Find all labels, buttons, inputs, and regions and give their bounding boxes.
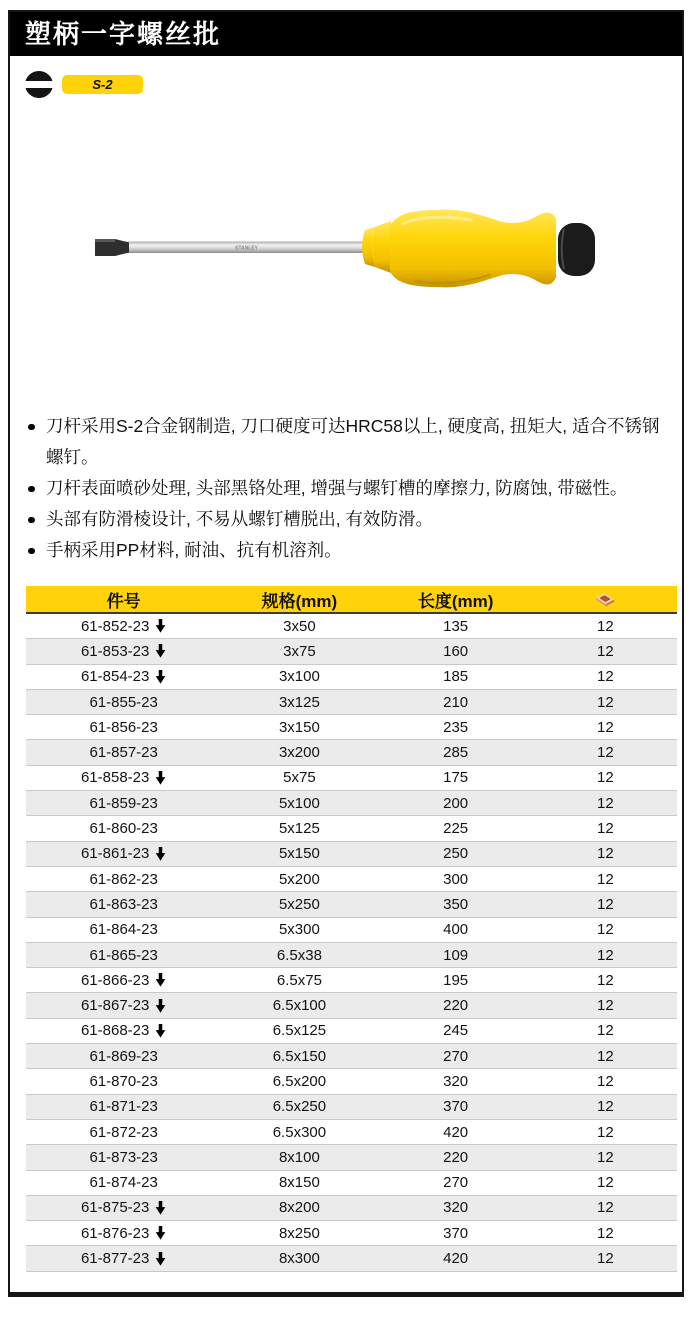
pack-qty-cell	[534, 694, 677, 711]
length-cell	[378, 947, 534, 964]
part-number-cell-text: 61-870-23	[89, 1072, 158, 1090]
spec-cell	[221, 795, 377, 812]
spec-cell-text: 6.5x250	[272, 1098, 327, 1116]
length-cell-text: 350	[443, 895, 469, 913]
down-arrow-icon	[155, 1226, 166, 1240]
pack-qty-cell-text: 12	[597, 1224, 614, 1242]
part-number-cell-text: 61-874-23	[89, 1174, 158, 1192]
length-cell	[378, 1250, 534, 1267]
spec-cell	[221, 871, 377, 888]
pack-qty-cell-text: 12	[597, 1047, 614, 1065]
down-arrow-icon	[155, 1252, 166, 1266]
pack-qty-cell	[534, 845, 677, 862]
spec-cell	[221, 1022, 377, 1039]
pack-qty-cell	[534, 997, 677, 1014]
feature-item: 头部有防滑棱设计, 不易从螺钉槽脱出, 有效防滑。	[25, 504, 675, 535]
length-cell	[378, 1022, 534, 1039]
part-number-cell	[26, 618, 221, 635]
spec-cell-text: 6.5x150	[272, 1047, 327, 1065]
pack-qty-cell-text: 12	[597, 769, 614, 787]
part-number-cell-text: 61-873-23	[89, 1148, 158, 1166]
pack-qty-cell	[534, 769, 677, 786]
pack-qty-cell-text: 12	[597, 1022, 614, 1040]
spec-cell	[221, 997, 377, 1014]
spec-cell	[221, 972, 377, 989]
length-cell	[378, 668, 534, 685]
table-row	[26, 1246, 677, 1271]
table-row	[26, 766, 677, 791]
length-cell-text: 300	[443, 870, 469, 888]
spec-cell	[221, 1124, 377, 1141]
part-number-cell	[26, 896, 221, 913]
pack-qty-cell	[534, 972, 677, 989]
length-cell	[378, 719, 534, 736]
part-number-cell-text: 61-862-23	[89, 870, 158, 888]
length-cell	[378, 744, 534, 761]
length-cell-text: 185	[443, 668, 469, 686]
part-number-cell	[26, 744, 221, 761]
length-cell	[378, 896, 534, 913]
length-cell-text: 245	[443, 1022, 469, 1040]
spec-table	[26, 586, 677, 1272]
spec-cell-text: 5x250	[278, 895, 320, 913]
page-title-bar	[10, 12, 682, 56]
catalog-page-frame	[8, 10, 684, 1297]
pack-qty-cell-text: 12	[597, 1148, 614, 1166]
spec-cell-text: 5x300	[278, 921, 320, 939]
part-number-cell	[26, 1174, 221, 1191]
length-cell-text: 135	[443, 617, 469, 635]
spec-cell-text: 5x75	[283, 769, 316, 787]
length-cell-text: 220	[443, 997, 469, 1015]
pack-qty-cell-text: 12	[597, 946, 614, 964]
length-cell-text: 210	[443, 693, 469, 711]
feature-item: 手柄采用PP材料, 耐油、抗有机溶剂。	[25, 535, 675, 566]
length-cell-text: 320	[443, 1199, 469, 1217]
length-cell	[378, 694, 534, 711]
length-cell-text: 270	[443, 1047, 469, 1065]
length-cell	[378, 618, 534, 635]
spec-cell-text: 3x125	[278, 693, 320, 711]
part-number-cell	[26, 1073, 221, 1090]
spec-cell-text: 8x200	[278, 1199, 320, 1217]
screwdriver-product-image	[85, 197, 605, 302]
table-row	[26, 1044, 677, 1069]
length-cell	[378, 1048, 534, 1065]
length-cell	[378, 871, 534, 888]
part-number-cell	[26, 1225, 221, 1242]
spec-cell-text: 5x150	[278, 845, 320, 863]
length-cell	[378, 1174, 534, 1191]
pack-qty-cell	[534, 896, 677, 913]
spec-cell	[221, 1225, 377, 1242]
table-row	[26, 867, 677, 892]
part-number-cell-text: 61-869-23	[89, 1047, 158, 1065]
length-cell-text: 235	[443, 718, 469, 736]
pack-qty-cell	[534, 643, 677, 660]
length-cell	[378, 820, 534, 837]
part-number-cell-text: 61-866-23	[80, 971, 150, 989]
length-cell-text: 420	[443, 1250, 469, 1268]
spec-cell-text: 5x100	[278, 794, 320, 812]
down-arrow-icon	[155, 847, 166, 861]
pack-qty-cell-text: 12	[597, 971, 614, 989]
length-cell-text: 320	[443, 1072, 469, 1090]
down-arrow-icon	[155, 1024, 166, 1038]
pack-qty-cell	[534, 1250, 677, 1267]
part-number-cell-text: 61-856-23	[89, 718, 158, 736]
pack-qty-cell	[534, 1199, 677, 1216]
spec-cell	[221, 1098, 377, 1115]
part-number-cell	[26, 972, 221, 989]
length-cell-text: 370	[443, 1098, 469, 1116]
length-cell-text: 270	[443, 1174, 469, 1192]
pack-qty-cell-text: 12	[597, 997, 614, 1015]
part-number-cell	[26, 1149, 221, 1166]
part-number-cell	[26, 694, 221, 711]
table-row	[26, 1171, 677, 1196]
part-number-cell-text: 61-861-23	[80, 845, 150, 863]
part-number-cell	[26, 921, 221, 938]
spec-cell	[221, 896, 377, 913]
pack-qty-cell-text: 12	[597, 744, 614, 762]
down-arrow-icon	[155, 670, 166, 684]
part-number-cell	[26, 1199, 221, 1216]
spec-cell-text: 3x50	[283, 617, 316, 635]
pack-qty-cell-text: 12	[597, 1199, 614, 1217]
part-number-cell-text: 61-877-23	[80, 1250, 150, 1268]
length-cell-text: 250	[443, 845, 469, 863]
pack-qty-cell	[534, 820, 677, 837]
part-number-cell	[26, 769, 221, 786]
length-cell-text: 200	[443, 794, 469, 812]
table-row	[26, 665, 677, 690]
spec-cell	[221, 845, 377, 862]
pack-qty-cell	[534, 719, 677, 736]
spec-cell-text: 3x150	[278, 718, 320, 736]
spec-cell	[221, 820, 377, 837]
spec-cell-text: 8x100	[278, 1148, 320, 1166]
spec-cell	[221, 1174, 377, 1191]
table-row	[26, 614, 677, 639]
table-row	[26, 791, 677, 816]
col-header-length: 长度(mm)	[417, 591, 494, 611]
feature-item: 刀杆表面喷砂处理, 头部黑铬处理, 增强与螺钉槽的摩擦力, 防腐蚀, 带磁性。	[25, 473, 675, 504]
spec-cell	[221, 1048, 377, 1065]
pack-qty-cell	[534, 1225, 677, 1242]
table-row	[26, 993, 677, 1018]
pack-qty-cell-text: 12	[597, 617, 614, 635]
spec-cell-text: 6.5x300	[272, 1123, 327, 1141]
part-number-cell-text: 61-876-23	[80, 1224, 150, 1242]
box-icon	[594, 591, 616, 607]
part-number-cell	[26, 795, 221, 812]
length-cell-text: 220	[443, 1148, 469, 1166]
spec-cell	[221, 643, 377, 660]
part-number-cell-text: 61-875-23	[80, 1199, 150, 1217]
part-number-cell-text: 61-872-23	[89, 1123, 158, 1141]
part-number-cell-text: 61-865-23	[89, 946, 158, 964]
spec-cell	[221, 1073, 377, 1090]
pack-qty-cell	[534, 1149, 677, 1166]
feature-item: 刀杆采用S-2合金钢制造, 刀口硬度可达HRC58以上, 硬度高, 扭矩大, 适合不锈钢螺钉。	[25, 411, 675, 473]
table-row	[26, 690, 677, 715]
length-cell-text: 420	[443, 1123, 469, 1141]
pack-qty-cell	[534, 618, 677, 635]
pack-qty-cell-text: 12	[597, 1174, 614, 1192]
length-cell	[378, 1149, 534, 1166]
length-cell-text: 160	[443, 642, 469, 660]
slotted-bit-icon	[25, 71, 53, 98]
part-number-cell	[26, 1098, 221, 1115]
table-row	[26, 740, 677, 765]
length-cell	[378, 1098, 534, 1115]
length-cell	[378, 1073, 534, 1090]
spec-cell	[221, 668, 377, 685]
pack-qty-cell-text: 12	[597, 820, 614, 838]
length-cell-text: 109	[443, 946, 469, 964]
part-number-cell-text: 61-859-23	[89, 794, 158, 812]
pack-qty-cell	[534, 871, 677, 888]
part-number-cell	[26, 1048, 221, 1065]
part-number-cell-text: 61-871-23	[89, 1098, 158, 1116]
pack-qty-cell	[534, 795, 677, 812]
spec-cell	[221, 694, 377, 711]
part-number-cell-text: 61-852-23	[80, 617, 150, 635]
pack-qty-cell-text: 12	[597, 794, 614, 812]
spec-table-header	[26, 586, 677, 614]
spec-cell-text: 5x200	[278, 870, 320, 888]
part-number-cell-text: 61-863-23	[89, 895, 158, 913]
part-number-cell	[26, 871, 221, 888]
pack-qty-cell	[534, 1022, 677, 1039]
part-number-cell	[26, 820, 221, 837]
spec-cell-text: 8x300	[278, 1250, 320, 1268]
pack-qty-cell	[534, 1073, 677, 1090]
pack-qty-cell-text: 12	[597, 718, 614, 736]
part-number-cell-text: 61-857-23	[89, 744, 158, 762]
part-number-cell	[26, 845, 221, 862]
pack-qty-cell-text: 12	[597, 1123, 614, 1141]
length-cell	[378, 1124, 534, 1141]
pack-qty-cell-text: 12	[597, 895, 614, 913]
length-cell-text: 195	[443, 971, 469, 989]
part-number-cell	[26, 947, 221, 964]
part-number-cell	[26, 1124, 221, 1141]
part-number-cell-text: 61-853-23	[80, 642, 150, 660]
spec-cell	[221, 947, 377, 964]
page-title: 塑柄一字螺丝批	[25, 19, 222, 49]
spec-cell-text: 6.5x75	[276, 971, 322, 989]
spec-cell	[221, 921, 377, 938]
table-row	[26, 1120, 677, 1145]
length-cell	[378, 769, 534, 786]
tip-type-row	[25, 71, 143, 98]
spec-cell	[221, 1199, 377, 1216]
col-header-spec: 规格(mm)	[261, 591, 338, 611]
part-number-cell	[26, 1250, 221, 1267]
part-number-cell-text: 61-855-23	[89, 693, 158, 711]
feature-list	[25, 411, 675, 566]
steel-grade-badge: S-2	[62, 75, 143, 94]
length-cell	[378, 921, 534, 938]
pack-qty-cell-text: 12	[597, 668, 614, 686]
part-number-cell-text: 61-858-23	[80, 769, 150, 787]
down-arrow-icon	[155, 771, 166, 785]
pack-qty-cell-text: 12	[597, 693, 614, 711]
length-cell-text: 225	[443, 820, 469, 838]
table-row	[26, 1095, 677, 1120]
part-number-cell-text: 61-854-23	[80, 668, 150, 686]
table-row	[26, 715, 677, 740]
table-row	[26, 1069, 677, 1094]
pack-qty-cell	[534, 1174, 677, 1191]
table-row	[26, 918, 677, 943]
table-row	[26, 639, 677, 664]
length-cell-text: 370	[443, 1224, 469, 1242]
pack-qty-cell	[534, 1124, 677, 1141]
spec-cell-text: 8x150	[278, 1174, 320, 1192]
part-number-cell	[26, 668, 221, 685]
spec-cell-text: 6.5x125	[272, 1022, 327, 1040]
down-arrow-icon	[155, 619, 166, 633]
shaft-print-text: STANLEY	[235, 245, 258, 252]
part-number-cell-text: 61-868-23	[80, 1022, 150, 1040]
table-row	[26, 816, 677, 841]
spec-cell-text: 3x75	[283, 642, 316, 660]
pack-qty-cell-text: 12	[597, 642, 614, 660]
spec-cell	[221, 1149, 377, 1166]
spec-cell	[221, 1250, 377, 1267]
pack-qty-cell	[534, 1098, 677, 1115]
pack-qty-cell	[534, 947, 677, 964]
spec-cell-text: 8x250	[278, 1224, 320, 1242]
pack-qty-cell	[534, 921, 677, 938]
spec-cell-text: 6.5x38	[276, 946, 322, 964]
screwdriver-handle	[390, 210, 556, 288]
col-header-pack-qty	[534, 586, 677, 612]
pack-qty-cell	[534, 1048, 677, 1065]
length-cell	[378, 997, 534, 1014]
length-cell	[378, 845, 534, 862]
pack-qty-cell-text: 12	[597, 870, 614, 888]
table-row	[26, 1196, 677, 1221]
part-number-cell	[26, 719, 221, 736]
pack-qty-cell-text: 12	[597, 845, 614, 863]
part-number-cell	[26, 1022, 221, 1039]
length-cell-text: 175	[443, 769, 469, 787]
spec-cell	[221, 618, 377, 635]
part-number-cell-text: 61-867-23	[80, 997, 150, 1015]
spec-cell	[221, 719, 377, 736]
table-row	[26, 968, 677, 993]
spec-cell	[221, 744, 377, 761]
down-arrow-icon	[155, 1201, 166, 1215]
pack-qty-cell	[534, 668, 677, 685]
length-cell	[378, 643, 534, 660]
down-arrow-icon	[155, 999, 166, 1013]
table-row	[26, 1221, 677, 1246]
spec-cell-text: 3x100	[278, 668, 320, 686]
spec-cell	[221, 769, 377, 786]
pack-qty-cell-text: 12	[597, 1250, 614, 1268]
pack-qty-cell-text: 12	[597, 1072, 614, 1090]
spec-cell-text: 6.5x100	[272, 997, 327, 1015]
part-number-cell	[26, 997, 221, 1014]
part-number-cell	[26, 643, 221, 660]
col-header-part-number: 件号	[106, 591, 141, 611]
part-number-cell-text: 61-864-23	[89, 921, 158, 939]
length-cell	[378, 1199, 534, 1216]
spec-cell-text: 3x200	[278, 744, 320, 762]
table-row	[26, 892, 677, 917]
pack-qty-cell-text: 12	[597, 1098, 614, 1116]
table-row	[26, 1145, 677, 1170]
length-cell-text: 400	[443, 921, 469, 939]
spec-cell-text: 6.5x200	[272, 1072, 327, 1090]
pack-qty-cell	[534, 744, 677, 761]
table-row	[26, 842, 677, 867]
table-row	[26, 943, 677, 968]
down-arrow-icon	[155, 644, 166, 658]
length-cell	[378, 795, 534, 812]
length-cell	[378, 972, 534, 989]
down-arrow-icon	[155, 973, 166, 987]
pack-qty-cell-text: 12	[597, 921, 614, 939]
length-cell-text: 285	[443, 744, 469, 762]
length-cell	[378, 1225, 534, 1242]
spec-cell-text: 5x125	[278, 820, 320, 838]
table-row	[26, 1019, 677, 1044]
part-number-cell-text: 61-860-23	[89, 820, 158, 838]
spec-table-body	[26, 614, 677, 1272]
